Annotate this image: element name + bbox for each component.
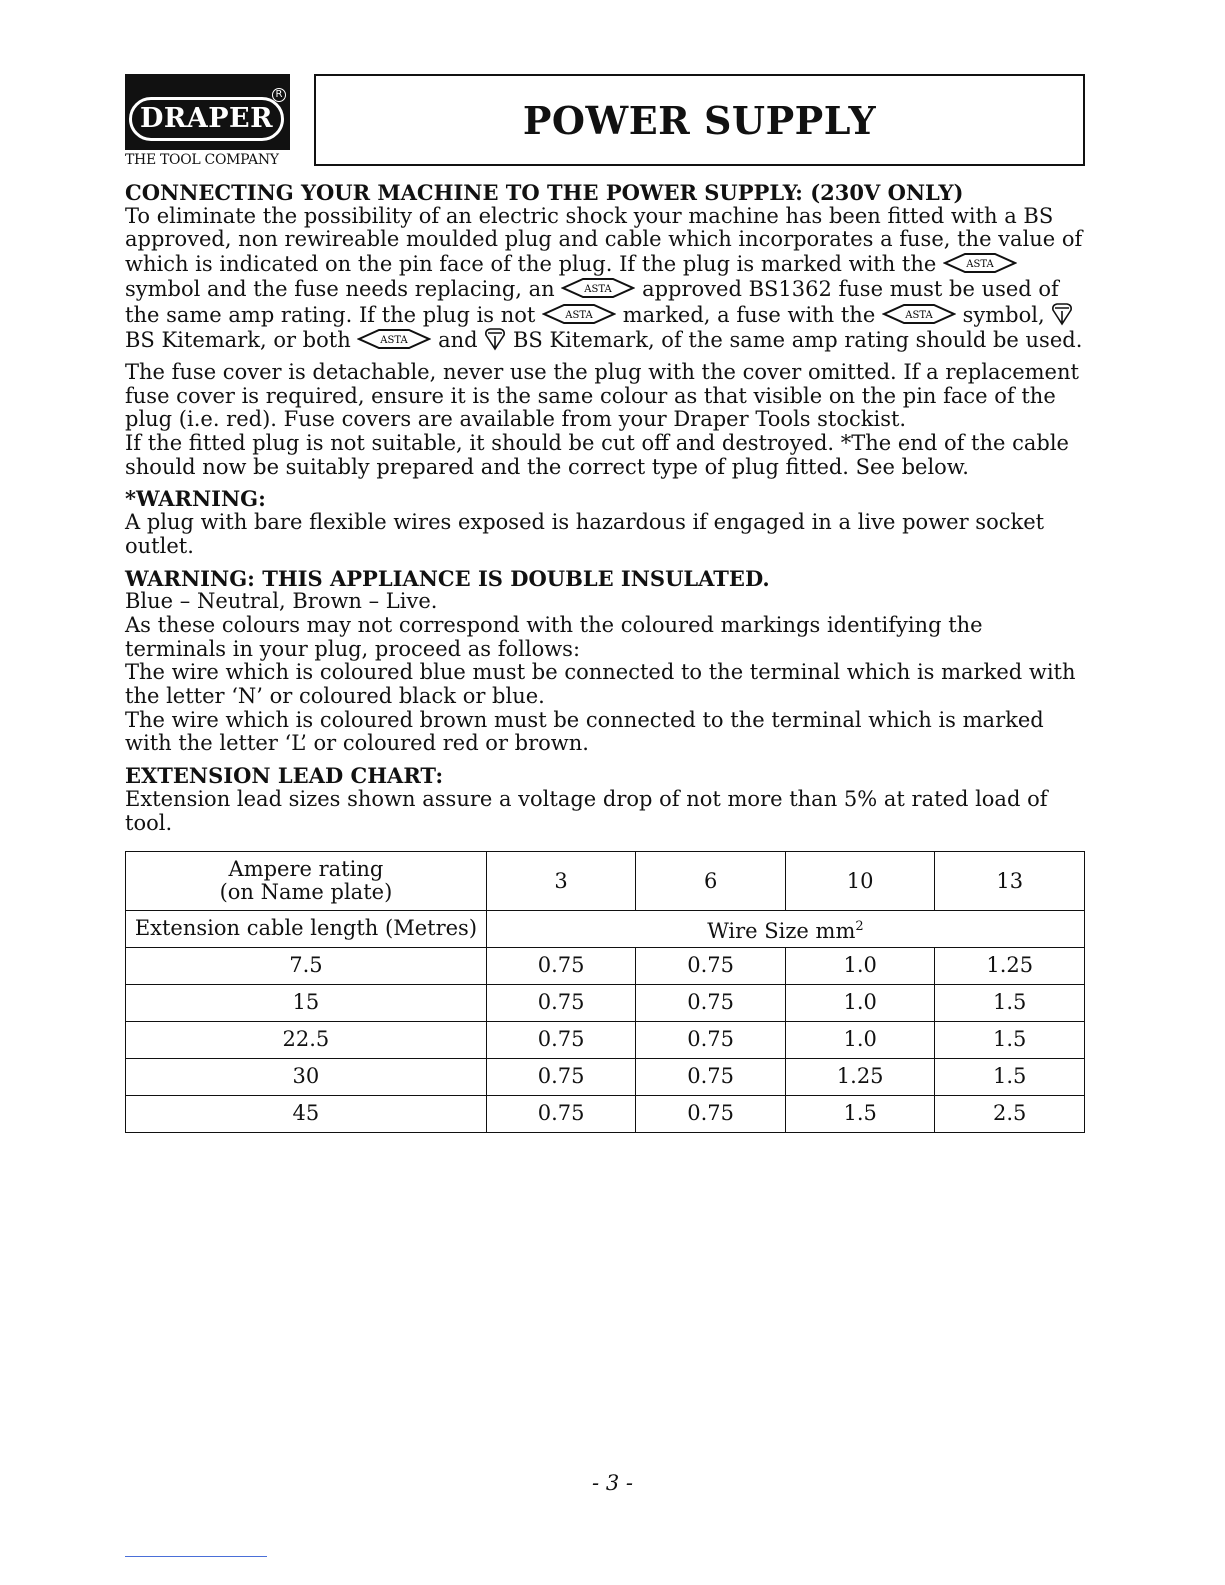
footer-rule (125, 1556, 267, 1557)
table-row (126, 948, 1085, 985)
text-run: and (438, 328, 478, 353)
size-cell: 0.75 (636, 1096, 786, 1133)
logo-brand-text: DRAPER (129, 97, 284, 141)
ampere-value: 3 (486, 852, 636, 911)
asta-icon-label: ASTA (966, 259, 994, 271)
table-subheader-row (126, 911, 1085, 948)
ampere-value: 10 (785, 852, 935, 911)
ampere-value: 6 (636, 852, 786, 911)
table-row (126, 1096, 1085, 1133)
size-cell: 1.0 (785, 985, 935, 1022)
size-cell: 0.75 (636, 1022, 786, 1059)
ampere-label-line1: Ampere rating (228, 857, 384, 882)
table-row (126, 1022, 1085, 1059)
asta-icon (357, 328, 431, 350)
asta-icon-label: ASTA (905, 309, 933, 321)
asta-icon (542, 303, 616, 325)
title-box (314, 74, 1085, 166)
length-cell: 15 (126, 985, 487, 1022)
ampere-value: 13 (935, 852, 1085, 911)
asta-icon-label: ASTA (565, 309, 593, 321)
length-cell: 30 (126, 1059, 487, 1096)
text-run: symbol and the fuse needs replacing, an (125, 276, 555, 301)
section-heading-connecting: CONNECTING YOUR MACHINE TO THE POWER SUPPLY: (230V ONLY) (125, 180, 964, 205)
size-cell: 1.5 (935, 1022, 1085, 1059)
paragraph-extension-note: Extension lead sizes shown assure a voltage drop of not more than 5% at rated load of tool. (125, 786, 1048, 835)
paragraph-wire-colours: Blue – Neutral, Brown – Live. (125, 589, 438, 614)
manual-page (125, 74, 1085, 1133)
size-cell: 1.5 (785, 1096, 935, 1133)
table-row (126, 1059, 1085, 1096)
text-run: BS Kitemark, of the same amp rating should be used. (512, 328, 1083, 353)
page-title: POWER SUPPLY (522, 98, 877, 143)
section-heading-warning: *WARNING: (125, 486, 266, 512)
ampere-rating-label (126, 852, 487, 911)
paragraph-blue-wire: The wire which is coloured blue must be connected to the terminal which is marked with the letter ‘N’ or coloured black or blue. (125, 660, 1076, 709)
asta-icon-label: ASTA (380, 335, 409, 347)
size-cell: 1.5 (935, 985, 1085, 1022)
paragraph-fuse-cover: The fuse cover is detachable, never use the plug with the cover omitted. If a replacement fuse cover is required, ensure it is the same colour as that visible on the pin face of the plug (i.e. red). Fuse covers are available from your Draper Tools stockist. (125, 359, 1079, 432)
text-run: marked, a fuse with the (622, 302, 876, 327)
asta-icon (943, 252, 1017, 274)
asta-icon (561, 277, 635, 299)
paragraph-fuse-info (125, 205, 1085, 353)
wire-size-sup: 2 (855, 918, 864, 934)
size-cell: 0.75 (486, 1096, 636, 1133)
paragraph-plug-unsuitable: If the fitted plug is not suitable, it should be cut off and destroyed. *The end of the cable should now be suitably prepared and the correct type of plug fitted. See below. (125, 431, 1069, 479)
size-cell: 2.5 (935, 1096, 1085, 1133)
paragraph-colour-note: As these colours may not correspond with the coloured markings identifying the terminals in your plug, proceed as follows: (125, 612, 983, 661)
section-heading-extension-chart: EXTENSION LEAD CHART: (125, 763, 444, 789)
table-row (126, 985, 1085, 1022)
registered-mark: R (272, 88, 286, 102)
wire-size-label (486, 911, 1084, 948)
size-cell: 0.75 (486, 1022, 636, 1059)
paragraph-bare-wires: A plug with bare flexible wires exposed is hazardous if engaged in a live power socket outlet. (125, 510, 1045, 558)
text-run: approved BS1362 fuse must be used of the same amp rating. If the plug is not (125, 276, 1059, 327)
draper-logo (125, 74, 290, 168)
size-cell: 1.0 (785, 948, 935, 985)
size-cell: 1.25 (785, 1059, 935, 1096)
table-header-row (126, 852, 1085, 911)
size-cell: 0.75 (486, 1059, 636, 1096)
size-cell: 1.5 (935, 1059, 1085, 1096)
length-cell: 7.5 (126, 948, 487, 985)
text-run: To eliminate the possibility of an electric shock your machine has been fitted with a BS approved, non rewireable moulded plug and cable which incorporates a fuse, the value of which is indicated on the pin face of the plug. If the plug is marked with the (125, 203, 1083, 277)
size-cell: 0.75 (636, 1059, 786, 1096)
length-label: Extension cable length (Metres) (126, 911, 487, 948)
asta-icon-label: ASTA (584, 283, 613, 295)
kitemark-icon (1051, 302, 1073, 326)
wire-size-text: Wire Size mm (707, 918, 856, 943)
page-number: - 3 - (592, 1471, 633, 1495)
text-run: BS Kitemark, or both (125, 328, 351, 353)
length-cell: 22.5 (126, 1022, 487, 1059)
kitemark-icon (484, 327, 506, 351)
ampere-label-line2: (on Name plate) (219, 880, 393, 905)
extension-lead-table (125, 851, 1085, 1133)
size-cell: 0.75 (636, 948, 786, 985)
page-header (125, 74, 1085, 168)
section-heading-double-insulated: WARNING: THIS APPLIANCE IS DOUBLE INSULATED. (125, 565, 770, 591)
size-cell: 0.75 (636, 985, 786, 1022)
logo-tagline: THE TOOL COMPANY (125, 152, 279, 168)
length-cell: 45 (126, 1096, 487, 1133)
text-run: symbol, (962, 302, 1045, 327)
paragraph-brown-wire: The wire which is coloured brown must be connected to the terminal which is marked with the letter ‘L’ or coloured red or brown. (125, 707, 1044, 756)
size-cell: 0.75 (486, 985, 636, 1022)
asta-icon (882, 303, 956, 325)
size-cell: 1.25 (935, 948, 1085, 985)
page-content (125, 181, 1085, 1133)
size-cell: 1.0 (785, 1022, 935, 1059)
size-cell: 0.75 (486, 948, 636, 985)
logo-background (125, 74, 290, 150)
